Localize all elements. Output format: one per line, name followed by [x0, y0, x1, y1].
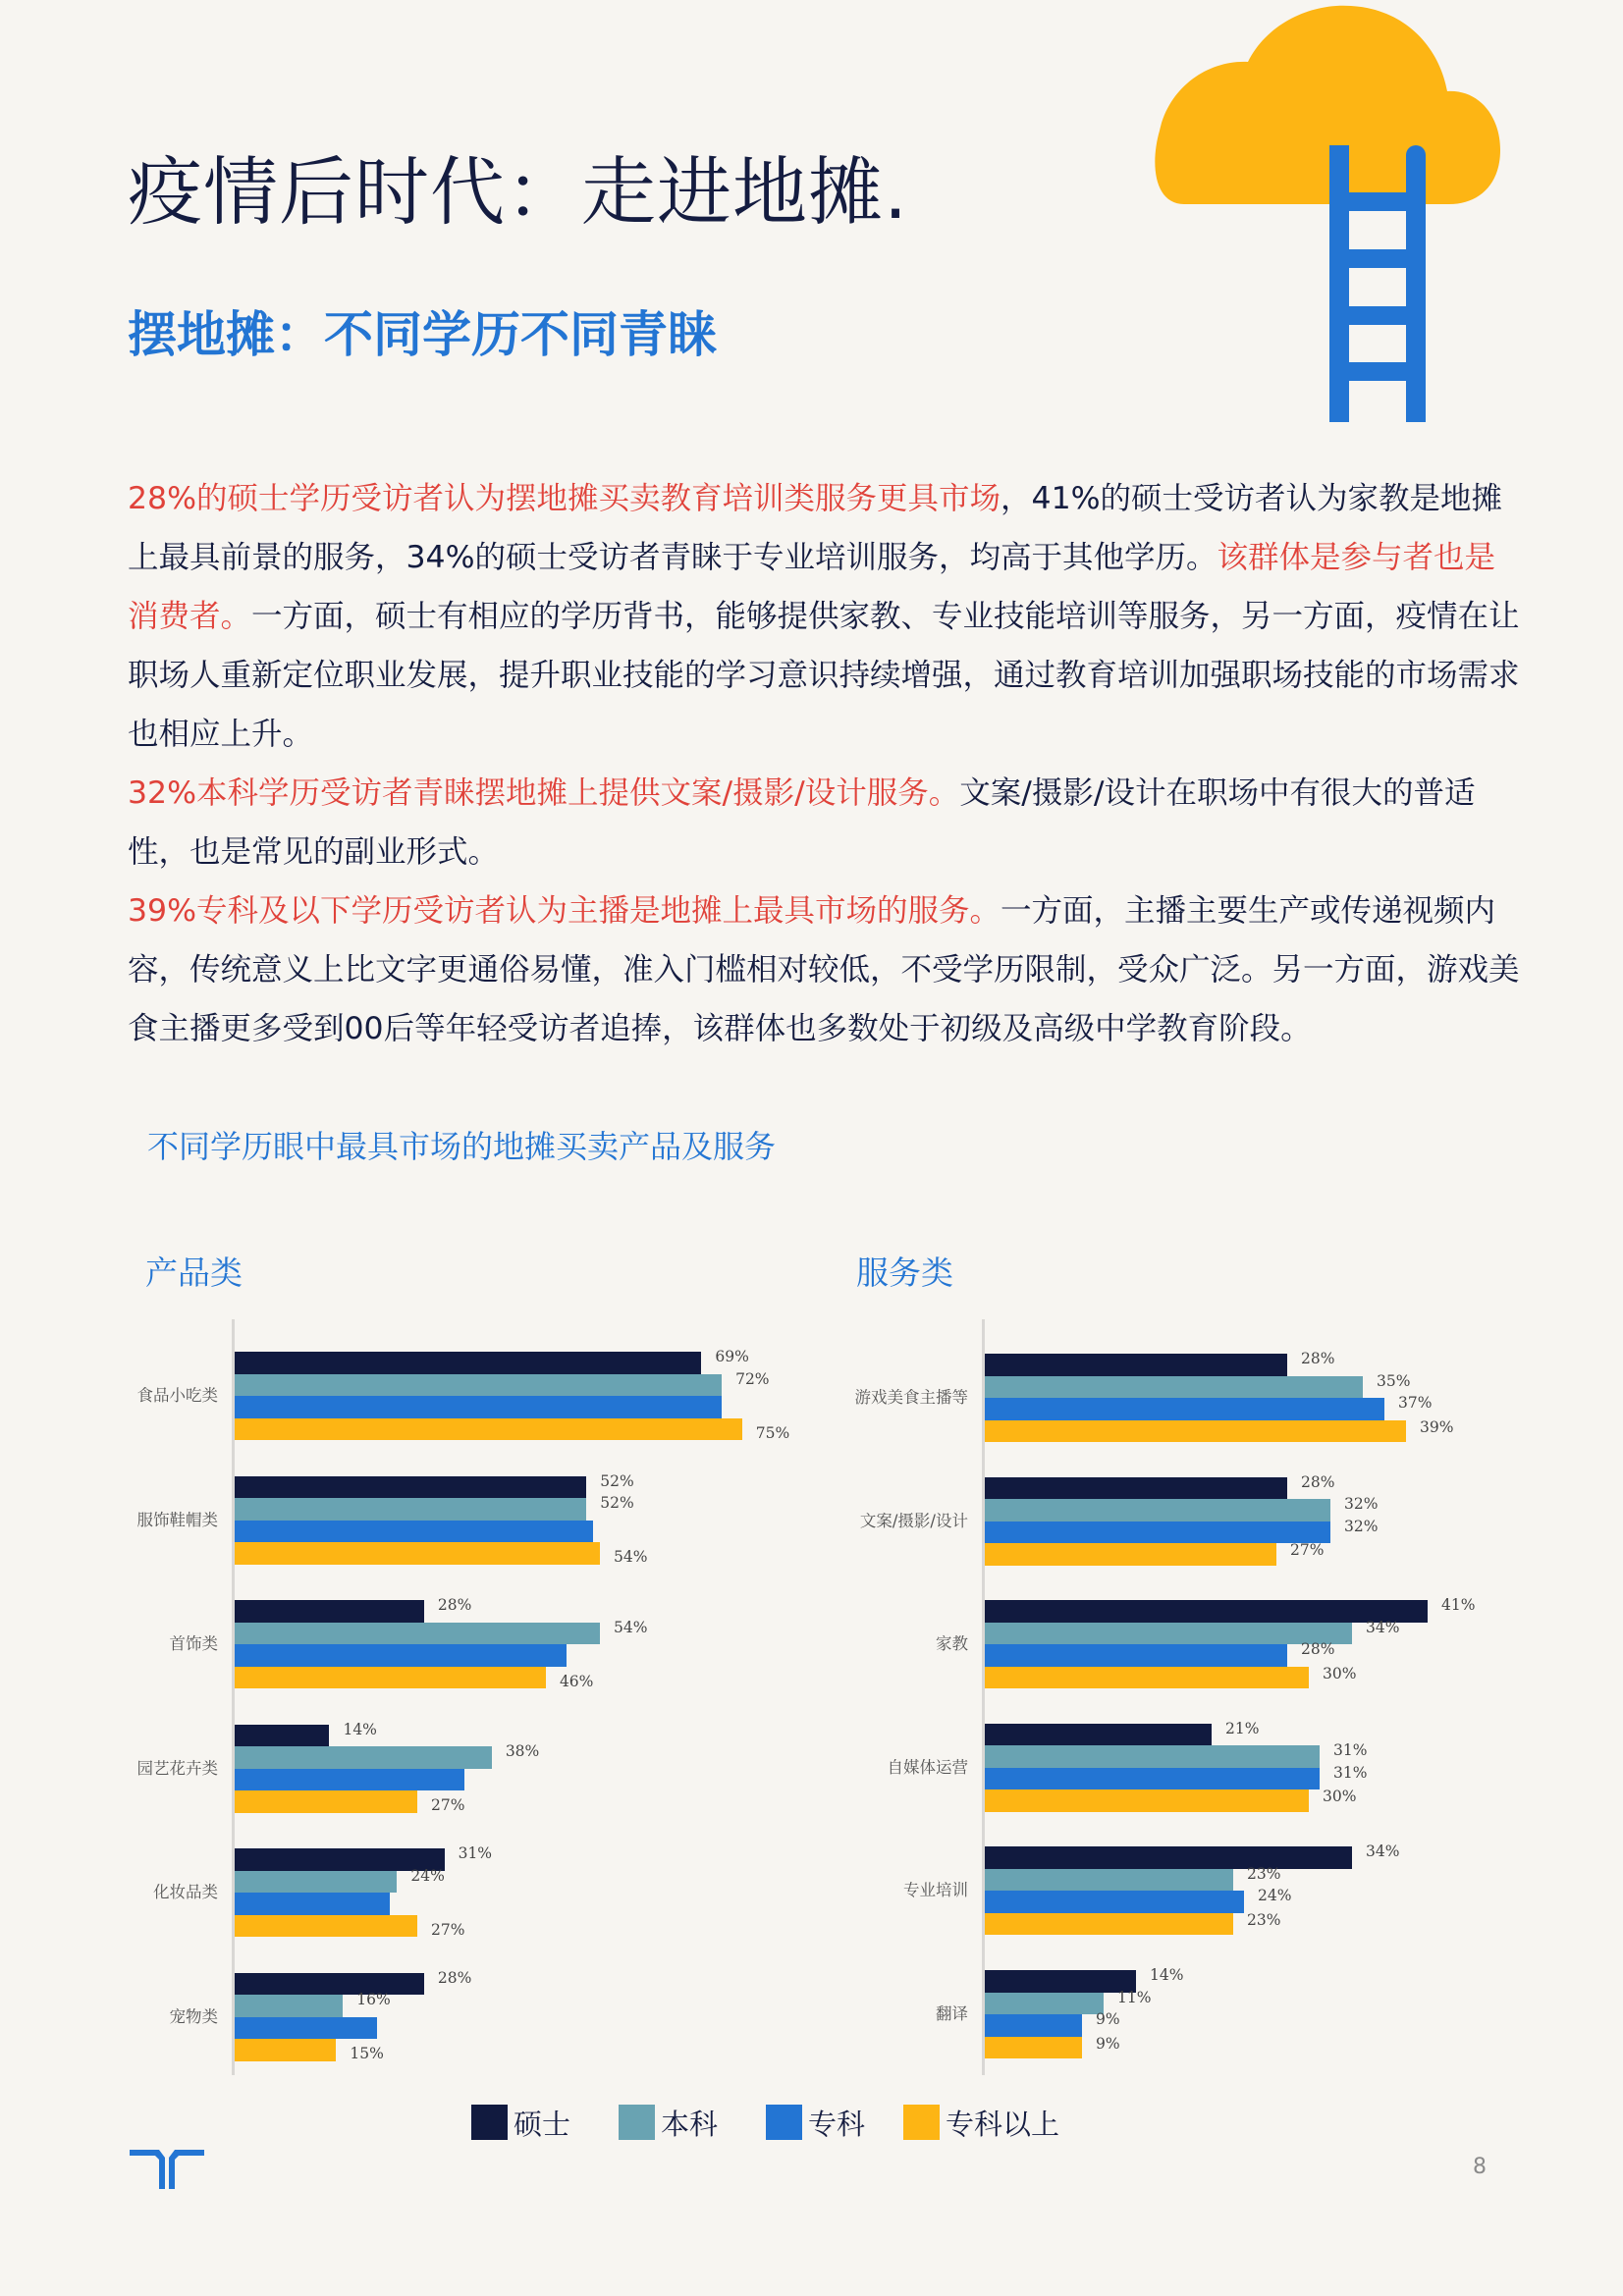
bar-group [0, 1968, 805, 2062]
value-label: 31% [458, 1844, 493, 1862]
bar-group [0, 1596, 805, 1690]
category-label: 家教 [936, 1634, 968, 1654]
value-label: 30% [1323, 1788, 1357, 1806]
bar-专科以上 [235, 1790, 417, 1813]
value-label: 75% [755, 1423, 790, 1442]
ladder-icon [1327, 143, 1428, 422]
highlight-text: 28%的硕士学历受访者认为摆地摊买卖教育培训类服务更具市场 [128, 481, 1001, 516]
legend-label: 专科 [808, 2108, 866, 2141]
bar-专科 [235, 1396, 722, 1418]
bar-硕士 [985, 1846, 1352, 1869]
value-label: 27% [1290, 1541, 1325, 1560]
category-label: 首饰类 [169, 1634, 218, 1653]
products-bar-chart [0, 1325, 805, 2091]
bar-group [805, 1966, 1623, 2058]
value-label: 38% [505, 1742, 540, 1760]
value-label: 28% [437, 1968, 472, 1987]
body-text-segment: 文案/摄影/设计在职场中有很大的普适性，也是常见的副业形式。 [128, 775, 1476, 870]
value-label: 41% [1441, 1596, 1476, 1615]
value-label: 23% [1247, 1864, 1281, 1883]
value-label: 52% [600, 1494, 634, 1512]
highlight-text: 32%本科学历受访者青睐摆地摊上提供文案/摄影/设计服务。 [128, 775, 960, 811]
value-label: 11% [1117, 1988, 1152, 2006]
value-label: 9% [1096, 2034, 1120, 2053]
bar-专科以上 [985, 1913, 1233, 1936]
body-paragraph [128, 881, 1522, 1058]
bar-专科以上 [985, 1789, 1309, 1812]
products-chart-heading: 产品类 [145, 1254, 243, 1292]
bar-本科 [235, 1498, 586, 1521]
body-text-segment: 一方面，硕士有相应的学历背书，能够提供家教、专业技能培训等服务，另一方面，疫情在让职场人重新定位职业发展，提升职业技能的学习意识持续增强，通过教育培训加强职场技能的市场需求也相应上升。 [128, 599, 1520, 752]
bar-group [0, 1348, 805, 1442]
category-label: 文案/摄影/设计 [859, 1511, 968, 1530]
bar-专科 [235, 2017, 377, 2040]
services-chart-heading: 服务类 [856, 1254, 953, 1292]
legend-label: 本科 [661, 2108, 719, 2141]
bar-本科 [985, 1745, 1320, 1768]
chart-caption: 不同学历眼中最具市场的地摊买卖产品及服务 [147, 1128, 777, 1165]
value-label: 39% [1420, 1417, 1454, 1436]
bar-本科 [985, 1499, 1330, 1522]
bar-专科 [235, 1644, 567, 1667]
bar-专科 [985, 1768, 1320, 1790]
value-label: 37% [1398, 1394, 1433, 1412]
bar-专科以上 [985, 1543, 1276, 1566]
bar-group [0, 1720, 805, 1814]
value-label: 27% [431, 1920, 465, 1939]
bar-硕士 [235, 1600, 424, 1623]
value-label: 21% [1225, 1719, 1260, 1737]
bar-本科 [235, 1623, 600, 1645]
bar-专科以上 [235, 2039, 336, 2061]
bar-专科 [235, 1769, 464, 1791]
value-label: 28% [1301, 1640, 1335, 1659]
bar-本科 [985, 1376, 1363, 1399]
category-label: 游戏美食主播等 [854, 1388, 968, 1407]
bar-专科 [985, 2014, 1082, 2037]
bar-硕士 [985, 1600, 1428, 1623]
bar-group [805, 1350, 1623, 1442]
category-label: 园艺花卉类 [136, 1758, 218, 1778]
bar-硕士 [235, 1352, 701, 1374]
category-label: 自媒体运营 [887, 1757, 968, 1777]
value-label: 28% [1301, 1350, 1335, 1367]
value-label: 31% [1333, 1763, 1368, 1782]
bar-专科以上 [235, 1915, 417, 1938]
value-label: 32% [1344, 1517, 1379, 1535]
value-label: 31% [1333, 1741, 1368, 1760]
bar-专科以上 [985, 1420, 1406, 1443]
bar-group [805, 1472, 1623, 1566]
category-label: 专业培训 [903, 1881, 968, 1900]
category-label: 宠物类 [169, 2006, 218, 2026]
bar-硕士 [985, 1354, 1287, 1376]
bar-硕士 [985, 1477, 1287, 1500]
legend-label: 硕士 [514, 2108, 571, 2141]
bar-本科 [985, 1623, 1352, 1645]
value-label: 27% [431, 1796, 465, 1814]
bar-专科以上 [985, 1667, 1309, 1689]
value-label: 72% [735, 1369, 770, 1388]
bar-专科 [985, 1398, 1384, 1420]
value-label: 54% [614, 1548, 648, 1566]
category-label: 翻译 [936, 2004, 968, 2023]
bar-硕士 [985, 1724, 1212, 1746]
legend-swatch [903, 2105, 940, 2140]
services-bar-chart [805, 1325, 1623, 2091]
bar-专科 [985, 1644, 1287, 1667]
bar-专科 [985, 1522, 1330, 1544]
legend-swatch [619, 2105, 655, 2140]
body-text-segment: 一方面，主播主要生产或传递视频内容，传统意义上比文字更通俗易懂，准入门槛相对较低，不受学历限制，受众广泛。另一方面，游戏美食主播更多受到00后等年轻受访者追捧，该群体也多数处于初级及高级中学教育阶段。 [128, 893, 1520, 1046]
body-text [128, 469, 1522, 1058]
value-label: 28% [437, 1596, 472, 1614]
value-label: 9% [1096, 2010, 1120, 2028]
value-label: 24% [410, 1866, 445, 1885]
bar-group [805, 1719, 1623, 1812]
bar-专科以上 [985, 2037, 1082, 2059]
bar-group [0, 1471, 805, 1566]
bar-专科 [235, 1893, 390, 1915]
bar-本科 [235, 1995, 343, 2017]
bar-group [0, 1844, 805, 1939]
bar-专科以上 [235, 1667, 546, 1689]
value-label: 34% [1366, 1618, 1400, 1636]
value-label: 14% [343, 1720, 377, 1738]
bar-group [805, 1596, 1623, 1688]
bar-硕士 [235, 1476, 586, 1499]
value-label: 34% [1366, 1842, 1400, 1861]
value-label: 52% [600, 1471, 634, 1490]
bar-本科 [235, 1746, 492, 1769]
bar-专科以上 [235, 1542, 600, 1565]
brand-logo-icon [130, 2150, 204, 2189]
page-subtitle: 摆地摊：不同学历不同青睐 [128, 306, 717, 363]
value-label: 32% [1344, 1495, 1379, 1514]
bar-本科 [235, 1871, 397, 1894]
legend-swatch [471, 2105, 508, 2140]
bar-本科 [235, 1374, 722, 1397]
body-text-segment: ，41%的硕士受访者认为家教是地摊上最具前景的服务，34%的硕士受访者青睐于专业培训服务，均高于其他学历。 [128, 481, 1503, 575]
bar-硕士 [235, 1973, 424, 1996]
value-label: 23% [1247, 1910, 1281, 1929]
page-title: 疫情后时代：走进地摊. [128, 148, 909, 236]
value-label: 24% [1258, 1887, 1292, 1905]
bar-专科以上 [235, 1418, 742, 1441]
bar-硕士 [985, 1970, 1136, 1993]
category-label: 食品小吃类 [136, 1386, 218, 1405]
value-label: 54% [614, 1618, 648, 1636]
highlight-text: 该群体是参与者也是消费者。 [128, 540, 1496, 634]
value-label: 28% [1301, 1472, 1335, 1491]
category-label: 化妆品类 [153, 1883, 218, 1901]
bar-本科 [985, 1993, 1104, 2015]
value-label: 69% [715, 1348, 749, 1365]
bar-专科 [235, 1521, 593, 1543]
value-label: 46% [559, 1672, 594, 1690]
bar-group [805, 1842, 1623, 1935]
body-paragraph [128, 764, 1522, 881]
value-label: 16% [356, 1991, 391, 2008]
value-label: 14% [1150, 1966, 1184, 1984]
bar-硕士 [235, 1725, 329, 1747]
legend-swatch [766, 2105, 802, 2140]
value-label: 15% [350, 2045, 384, 2062]
page-number: 8 [1473, 2155, 1487, 2179]
category-label: 服饰鞋帽类 [136, 1510, 218, 1529]
bar-本科 [985, 1869, 1233, 1892]
legend-label: 专科以上 [946, 2108, 1060, 2141]
value-label: 35% [1377, 1371, 1411, 1390]
value-label: 30% [1323, 1664, 1357, 1682]
body-paragraph [128, 469, 1522, 764]
bar-专科 [985, 1891, 1244, 1913]
highlight-text: 39%专科及以下学历受访者认为主播是地摊上最具市场的服务。 [128, 893, 1001, 929]
